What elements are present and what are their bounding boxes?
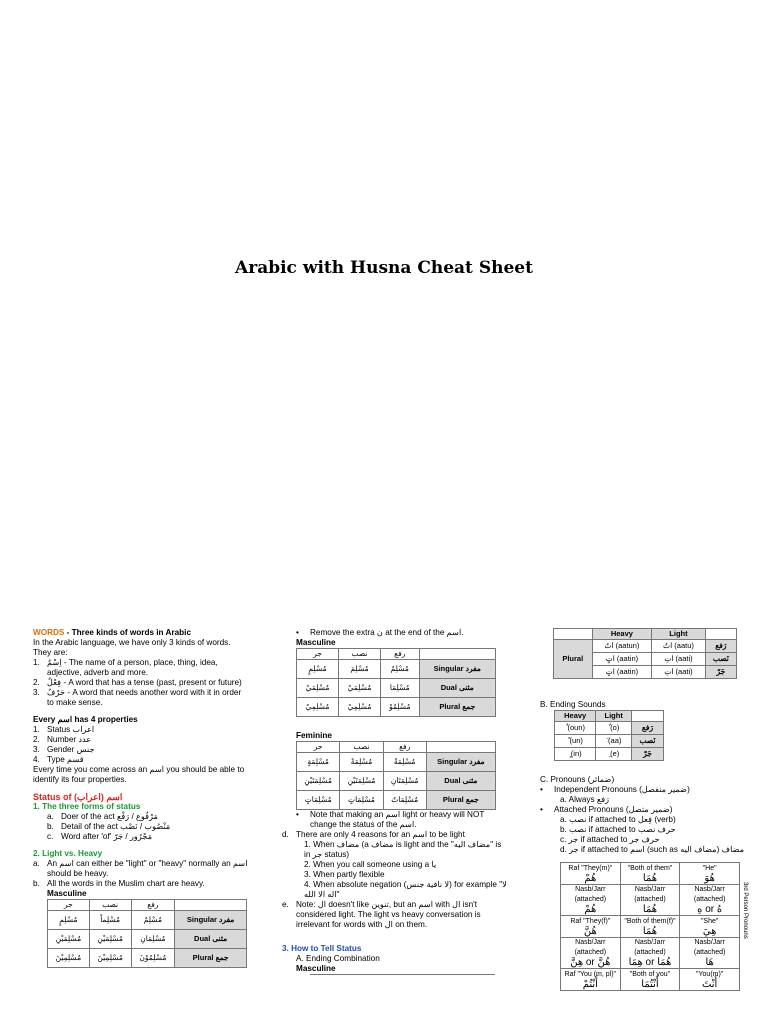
feminine-header-cell: جر bbox=[297, 742, 340, 753]
pronoun-caption: Raf "They(m)" bbox=[568, 864, 613, 872]
light-masc-header-row bbox=[297, 649, 496, 660]
muslim-chart-cell: مُسْلِمِيْنَ bbox=[48, 949, 90, 968]
status-form-item-text: Doer of the act مَرْفُوع / رَفْع bbox=[61, 812, 158, 821]
muslim-chart-row-label: Dual مثنى bbox=[175, 930, 247, 949]
status-form-item-marker: a. bbox=[47, 812, 54, 821]
light-reasons-list bbox=[282, 840, 507, 900]
light-masc-header-cell: نصب bbox=[339, 649, 381, 660]
properties-heading: Every اسم has 4 properties bbox=[33, 715, 138, 724]
muslim-chart-cell: مُسْلِماً bbox=[89, 911, 131, 930]
property-item bbox=[33, 735, 248, 745]
page-title: Arabic with Husna Cheat Sheet bbox=[235, 258, 533, 278]
endings-light-cell: َ (aa) bbox=[596, 735, 632, 748]
status-form-item-text: Word after 'of' مَجْرُور / جَرّ bbox=[61, 832, 153, 841]
light-heavy-item bbox=[33, 859, 248, 879]
property-item-text: Number عدد bbox=[47, 735, 92, 744]
endings-row bbox=[555, 748, 664, 761]
pronoun-arabic: هَا bbox=[705, 957, 714, 968]
muslim-chart-row-label: Singular مفرد bbox=[175, 911, 247, 930]
pronoun-caption: "She" bbox=[700, 917, 719, 925]
pronoun-arabic: هُمْ bbox=[584, 904, 597, 915]
attached-list bbox=[540, 815, 745, 855]
ending-sounds-table bbox=[554, 710, 664, 761]
independent-pronouns: Independent Pronouns (ضمير منفصل) bbox=[554, 785, 690, 794]
pronoun-caption: "Both of you" bbox=[629, 970, 671, 978]
pronoun-caption: "Both of them(f)" bbox=[624, 917, 676, 925]
light-masc-row bbox=[297, 660, 496, 679]
masculine-label: Masculine bbox=[296, 964, 336, 973]
light-masc-row-label: Plural جمع bbox=[419, 698, 495, 717]
endings-header-row bbox=[555, 711, 664, 722]
light-heavy-item bbox=[33, 879, 248, 889]
pronoun-cell bbox=[561, 916, 621, 938]
endings-header-cell: Heavy bbox=[555, 711, 596, 722]
pronoun-arabic: أَنْتَ bbox=[701, 978, 718, 990]
endings-header-blank bbox=[631, 711, 663, 722]
three-forms-heading: 1. The three forms of status bbox=[33, 802, 141, 811]
feminine-cell: مُسْلِمَاتٌ bbox=[383, 791, 426, 810]
light-masc-cell: مُسْلِمُوْ bbox=[381, 698, 420, 717]
ending-combination-label: A. Ending Combination bbox=[296, 954, 380, 963]
word-kind-item bbox=[33, 688, 248, 708]
pronoun-table bbox=[560, 862, 740, 991]
al-note: Note: ال doesn't like تنوين, but an اسم with ال isn't considered light. The light vs heavy conversation is irrelevant for words with ال on them. bbox=[296, 900, 481, 929]
property-item-marker: 2. bbox=[33, 735, 40, 744]
pronoun-arabic: هُوَ bbox=[704, 872, 715, 884]
property-item-marker: 1. bbox=[33, 725, 40, 734]
plural-header-blank bbox=[705, 629, 736, 640]
muslim-chart-row bbox=[48, 911, 247, 930]
pronoun-arabic: هُنَّ or هِنَّ bbox=[570, 957, 611, 968]
plural-heavy-cell: اتٍ (aatin) bbox=[592, 653, 652, 666]
light-masc-row-label: Singular مفرد bbox=[419, 660, 495, 679]
light-masc-cell: مُسْلِمُ bbox=[381, 660, 420, 679]
words-heading-accent: WORDS bbox=[33, 628, 65, 637]
pronoun-caption: Nasb/Jarr (attached) bbox=[634, 886, 666, 903]
plural-header-blank bbox=[554, 629, 593, 640]
how-to-tell-heading: 3. How to Tell Status bbox=[282, 944, 362, 953]
word-kind-item bbox=[33, 678, 248, 688]
muslim-chart-cell: مُسْلِمُوْنَ bbox=[131, 949, 175, 968]
light-masc-cell: مُسْلِمَ bbox=[339, 660, 381, 679]
feminine-row bbox=[297, 791, 496, 810]
pronoun-caption: Nasb/Jarr (attached) bbox=[693, 886, 726, 903]
pronoun-caption: "Both of them" bbox=[627, 864, 673, 872]
property-item bbox=[33, 755, 248, 765]
feminine-header-row bbox=[297, 742, 496, 753]
status-form-item-marker: c. bbox=[47, 832, 54, 841]
pronoun-cell bbox=[680, 969, 740, 991]
muslim-chart-header-cell: جر bbox=[48, 900, 90, 911]
light-reason-item: 3. When partly flexible bbox=[304, 870, 385, 879]
endings-case-cell: رَفع bbox=[631, 722, 663, 735]
feminine-row-label: Dual مثنى bbox=[426, 772, 495, 791]
pronoun-caption: Nasb/Jarr (attached) bbox=[574, 939, 607, 956]
pronoun-arabic: أَنْتُمْ bbox=[582, 978, 598, 990]
light-heavy-heading: 2. Light vs. Heavy bbox=[33, 849, 103, 858]
muslim-chart-cell: مُسْلِمَيْنِ bbox=[48, 930, 90, 949]
feminine-row-label: Singular مفرد bbox=[426, 753, 495, 772]
pronoun-arabic: هُنَّ bbox=[583, 925, 597, 937]
column-1 bbox=[33, 628, 248, 968]
feminine-row bbox=[297, 772, 496, 791]
pronoun-arabic: هُمَا bbox=[642, 904, 658, 915]
muslim-chart-cell: مُسْلِمَانِ bbox=[131, 930, 175, 949]
word-kind-item-text: فِعْلٌ - A word that has a tense (past, present or future) bbox=[47, 678, 242, 687]
plural-header-cell: Heavy bbox=[592, 629, 652, 640]
pronouns-heading: C. Pronouns (ضمائر) bbox=[540, 775, 615, 784]
light-heavy-item-text: An اسم can either be "light" or "heavy" normally an اسم should be heavy. bbox=[47, 859, 248, 878]
pronoun-cell bbox=[561, 863, 621, 885]
light-masc-cell: مُسْلِمِيْ bbox=[339, 698, 381, 717]
endings-case-cell: جَرّ bbox=[631, 748, 663, 761]
attached-pronouns: Attached Pronouns (ضمير متصل) bbox=[554, 805, 673, 814]
column-2: • Remove the extra ن at the end of the اسم. Masculine جر نصب رفع مُسْلِمٍ مُسْلِمَ مُسْلِمُ Singular مفرد مُسْلِمَيْ مُسْلِمَيْ مُسْلِمَا Dual مثنى مُسْلِمِيْ مُسْلِمِيْ مُسْلِمُوْ Plural جمع Feminine جر نصب رفع مُسْلِمَةٍ مُسْلِمَةً مُسْلِمَةٌ Singular مفرد مُسْلِمَتَيْنِ مُسْلِمَتَيْنِ مُسْلِمَتَانِ Dual مثنى مُسْلِمَاتٍ مُسْلِمَاتٍ مُسْلِمَاتٌ Plural جمع • Note that making an اسم light or heavy will NOT change the status of the اسم. d. There are only 4 reasons for an اسم to be light 1. When مضاف (a مضاف is light and the "مضاف اليه" is in جر status) 2. When you call someone using a يا 3. When partly flexible 4. When absolute negation (لا نافية جنس) for example "لا اله الا الله" e. Note: ال doesn't like تنوين, but an اسم with ال isn't considered light. The light vs heavy conversation is irrelevant for words with ال on them. 3. How to Tell Status A. Ending Combination Masculine bbox=[282, 628, 507, 979]
light-masc-header-cell: جر bbox=[297, 649, 339, 660]
light-masculine-table bbox=[296, 648, 496, 717]
feminine-cell: مُسْلِمَةً bbox=[340, 753, 383, 772]
word-kind-item-marker: 1. bbox=[33, 658, 40, 667]
feminine-table bbox=[296, 741, 496, 810]
plural-row-label: Plural bbox=[554, 640, 593, 679]
word-kinds-list bbox=[33, 658, 248, 708]
endings-row bbox=[555, 722, 664, 735]
property-item-text: Type قسم bbox=[47, 755, 84, 764]
pronoun-row bbox=[561, 916, 740, 938]
properties-list bbox=[33, 725, 248, 765]
pronoun-cell bbox=[561, 938, 621, 969]
word-kind-item-marker: 3. bbox=[33, 688, 40, 697]
light-masc-header-blank bbox=[419, 649, 495, 660]
property-item-marker: 4. bbox=[33, 755, 40, 764]
endings-heavy-cell: ٍ (in) bbox=[555, 748, 596, 761]
pronoun-cell bbox=[620, 885, 680, 916]
light-masc-header-cell: رفع bbox=[381, 649, 420, 660]
muslim-chart-header-cell: رفع bbox=[131, 900, 175, 911]
pronoun-cell bbox=[620, 938, 680, 969]
muslim-chart-cell: مُسْلِمِيْنَ bbox=[89, 949, 131, 968]
plural-light-cell: اتِ (aati) bbox=[652, 666, 705, 679]
muslim-chart-cell: مُسْلِمَيْنِ bbox=[89, 930, 131, 949]
plural-heavy-cell: اتٌ (aatun) bbox=[592, 640, 652, 653]
feminine-label: Feminine bbox=[296, 731, 332, 740]
feminine-cell: مُسْلِمَتَيْنِ bbox=[297, 772, 340, 791]
pronoun-cell bbox=[620, 863, 680, 885]
feminine-row-label: Plural جمع bbox=[426, 791, 495, 810]
muslim-chart-row bbox=[48, 930, 247, 949]
pronoun-chart bbox=[560, 862, 748, 991]
light-masc-cell: مُسْلِمَا bbox=[381, 679, 420, 698]
light-reason-item: 4. When absolute negation (لا نافية جنس) for example "لا اله الا الله" bbox=[304, 880, 507, 899]
table-top-edge bbox=[310, 974, 495, 979]
plural-light-cell: اتُ (aatu) bbox=[652, 640, 705, 653]
pronoun-caption: Nasb/Jarr (attached) bbox=[574, 886, 607, 903]
ending-sounds-heading: B. Ending Sounds bbox=[540, 700, 606, 709]
feminine-cell: مُسْلِمَاتٍ bbox=[297, 791, 340, 810]
word-kind-item-text: اِسْمٌ - The name of a person, place, thing, idea, adjective, adverb and more. bbox=[47, 658, 218, 677]
pronoun-caption: Raf "They(f)" bbox=[570, 917, 611, 925]
muslim-chart-cell: مُسْلِمٍ bbox=[48, 911, 90, 930]
pronoun-row bbox=[561, 885, 740, 916]
properties-note: Every time you come across an اسم you should be able to identify its four properties. bbox=[33, 765, 245, 784]
muslim-chart-row-label: Plural جمع bbox=[175, 949, 247, 968]
pronoun-cell bbox=[620, 916, 680, 938]
pronoun-arabic: أَنْتُمَا bbox=[641, 978, 659, 990]
property-item bbox=[33, 725, 248, 735]
endings-heavy-cell: ٌ (oun) bbox=[555, 722, 596, 735]
muslim-chart-cell: مُسْلِمٌ bbox=[131, 911, 175, 930]
endings-row bbox=[555, 735, 664, 748]
light-masc-cell: مُسْلِمٍ bbox=[297, 660, 339, 679]
masculine-label: Masculine bbox=[47, 889, 87, 898]
words-heading bbox=[33, 628, 248, 638]
endings-light-cell: ِ (e) bbox=[596, 748, 632, 761]
pronoun-cell bbox=[620, 969, 680, 991]
plural-case-cell: رَفع bbox=[705, 640, 736, 653]
pronoun-row bbox=[561, 863, 740, 885]
endings-header-cell: Light bbox=[596, 711, 632, 722]
word-kind-item-marker: 2. bbox=[33, 678, 40, 687]
feminine-row bbox=[297, 753, 496, 772]
muslim-chart-header-row bbox=[48, 900, 247, 911]
attached-item: a. نصب if attached to فِعل (verb) bbox=[560, 815, 676, 824]
muslim-chart-header-blank bbox=[175, 900, 247, 911]
pronoun-arabic: هُمَا bbox=[642, 925, 658, 937]
feminine-header-blank bbox=[426, 742, 495, 753]
light-masc-cell: مُسْلِمَيْ bbox=[339, 679, 381, 698]
muslim-chart-row bbox=[48, 949, 247, 968]
plural-case-cell: نَصب bbox=[705, 653, 736, 666]
light-masc-cell: مُسْلِمِيْ bbox=[297, 698, 339, 717]
property-item-marker: 3. bbox=[33, 745, 40, 754]
light-heavy-item-marker: a. bbox=[33, 859, 40, 868]
plural-case-cell: جَرّ bbox=[705, 666, 736, 679]
pronoun-side-label: 3rd Person Pronouns bbox=[742, 882, 748, 939]
property-item-text: Gender جنس bbox=[47, 745, 95, 754]
remove-note: Remove the extra ن at the end of the اسم. bbox=[310, 628, 464, 637]
attached-item: d. جر if attached to اسم (such as مضاف (مضاف اليه bbox=[560, 845, 745, 854]
pronoun-arabic: هُمَا bbox=[642, 872, 658, 884]
pronoun-caption: "You(m)" bbox=[696, 970, 724, 978]
light-heavy-list bbox=[33, 859, 248, 889]
pronoun-arabic: هُمْ bbox=[584, 872, 597, 884]
status-form-item bbox=[47, 822, 248, 832]
light-reason-item: 1. When مضاف (a مضاف is light and the "مضاف اليه" is in جر status) bbox=[304, 840, 502, 859]
status-form-item-text: Detail of the act مَنْصُوب / نَصْب bbox=[61, 822, 171, 831]
light-heavy-item-marker: b. bbox=[33, 879, 40, 888]
words-intro: In the Arabic language, we have only 3 kinds of words. They are: bbox=[33, 638, 231, 657]
endings-case-cell: نَصب bbox=[631, 735, 663, 748]
pronoun-cell bbox=[680, 916, 740, 938]
plural-header-cell: Light bbox=[652, 629, 705, 640]
muslim-chart-header-cell: نصب bbox=[89, 900, 131, 911]
word-kind-item bbox=[33, 658, 248, 678]
feminine-note: Note that making an اسم light or heavy will NOT change the status of the اسم. bbox=[310, 810, 485, 829]
feminine-cell: مُسْلِمَاتٍ bbox=[340, 791, 383, 810]
feminine-cell: مُسْلِمَةٌ bbox=[383, 753, 426, 772]
property-item bbox=[33, 745, 248, 755]
status-form-item bbox=[47, 812, 248, 822]
muslim-chart-table bbox=[47, 899, 247, 968]
endings-heavy-cell: ً (un) bbox=[555, 735, 596, 748]
pronoun-arabic: هُمَا or هِمَا bbox=[628, 957, 672, 968]
words-heading-rest: - Three kinds of words in Arabic bbox=[64, 628, 192, 637]
pronoun-caption: Nasb/Jarr (attached) bbox=[634, 939, 666, 956]
status-heading: Status of اسم (اعراب) bbox=[33, 792, 123, 802]
attached-item: c. جر if attached to حرف جر bbox=[560, 835, 660, 844]
feminine-header-cell: رفع bbox=[383, 742, 426, 753]
light-reason-item: 2. When you call someone using a يا bbox=[304, 860, 437, 869]
plural-endings-table bbox=[553, 628, 737, 679]
pronoun-cell bbox=[680, 885, 740, 916]
light-masc-row-label: Dual مثنى bbox=[419, 679, 495, 698]
plural-header-row bbox=[554, 629, 737, 640]
plural-heavy-cell: اتٍ (aatin) bbox=[592, 666, 652, 679]
feminine-cell: مُسْلِمَتَانِ bbox=[383, 772, 426, 791]
masculine-label: Masculine bbox=[296, 638, 336, 647]
attached-item: b. نصب if attached to حرف نصب bbox=[560, 825, 676, 834]
independent-sub: a. Always رَفع bbox=[560, 795, 610, 804]
pronoun-row bbox=[561, 938, 740, 969]
word-kind-item-text: حَرْفٌ - A word that needs another word with it in order to make sense. bbox=[47, 688, 242, 707]
light-masc-cell: مُسْلِمَيْ bbox=[297, 679, 339, 698]
light-reasons-intro: There are only 4 reasons for an اسم to be light bbox=[296, 830, 465, 839]
pronoun-row bbox=[561, 969, 740, 991]
pronoun-cell bbox=[561, 969, 621, 991]
pronoun-cell bbox=[561, 885, 621, 916]
pronoun-cell bbox=[680, 863, 740, 885]
light-masc-row bbox=[297, 698, 496, 717]
light-masc-row bbox=[297, 679, 496, 698]
endings-light-cell: ُ (o) bbox=[596, 722, 632, 735]
pronoun-caption: "He" bbox=[702, 864, 717, 872]
pronoun-arabic: هُ or هِ bbox=[697, 904, 723, 915]
feminine-header-cell: نصب bbox=[340, 742, 383, 753]
light-heavy-item-text: All the words in the Muslim chart are heavy. bbox=[47, 879, 205, 888]
plural-light-cell: اتِ (aati) bbox=[652, 653, 705, 666]
status-form-item bbox=[47, 832, 248, 842]
pronoun-caption: Nasb/Jarr (attached) bbox=[693, 939, 726, 956]
feminine-cell: مُسْلِمَةٍ bbox=[297, 753, 340, 772]
column-3: Heavy Light Plural اتٌ (aatun) اتُ (aatu) رَفع اتٍ (aatin) اتِ (aati) نَصب اتٍ (aatin) اتِ (aati) جَرّ B. Ending Sounds Heavy Light ٌ (oun) ُ (o) رَفع ً (un) َ (aa) نَصب ٍ (in) ِ (e) جَرّ C. Pronouns (ضمائر) • Independent Pronouns (ضمير منفصل) a. Always رَفع • Attached Pronouns (ضمير متصل) a. نصب if attached to فِعل (verb) b. نصب if attached to حرف نصب c. جر if attached to حرف جر d. جر if attached to اسم (such as مضاف (مضاف اليه Raf "They(m)" هُمْ "Both of them" هُمَا "He" هُوَ Nasb/Jarr (attached) هُمْ Nasb/Jarr (attached) هُمَا Nasb/Jarr (attached) هُ or هِ Raf "They(f)" هُنَّ "Both of them(f)" هُمَا "She" هِيَ Nasb/Jarr (attached) هُنَّ or هِنَّ Nasb/Jarr (attached) هُمَا or هِمَا Nasb/Jarr (attached) هَا Raf "You (m, pl)" أَنْتُمْ "Both of you" أَنْتُمَا "You(m)" أَنْتَ 3rd Person Pronouns bbox=[540, 629, 748, 990]
property-item-text: Status اعراب bbox=[47, 725, 95, 734]
three-forms-list bbox=[33, 812, 248, 842]
pronoun-cell bbox=[680, 938, 740, 969]
pronoun-caption: Raf "You (m, pl)" bbox=[564, 970, 617, 978]
pronoun-arabic: هِيَ bbox=[702, 925, 717, 937]
feminine-cell: مُسْلِمَتَيْنِ bbox=[340, 772, 383, 791]
status-form-item-marker: b. bbox=[47, 822, 54, 831]
plural-row bbox=[554, 640, 737, 653]
